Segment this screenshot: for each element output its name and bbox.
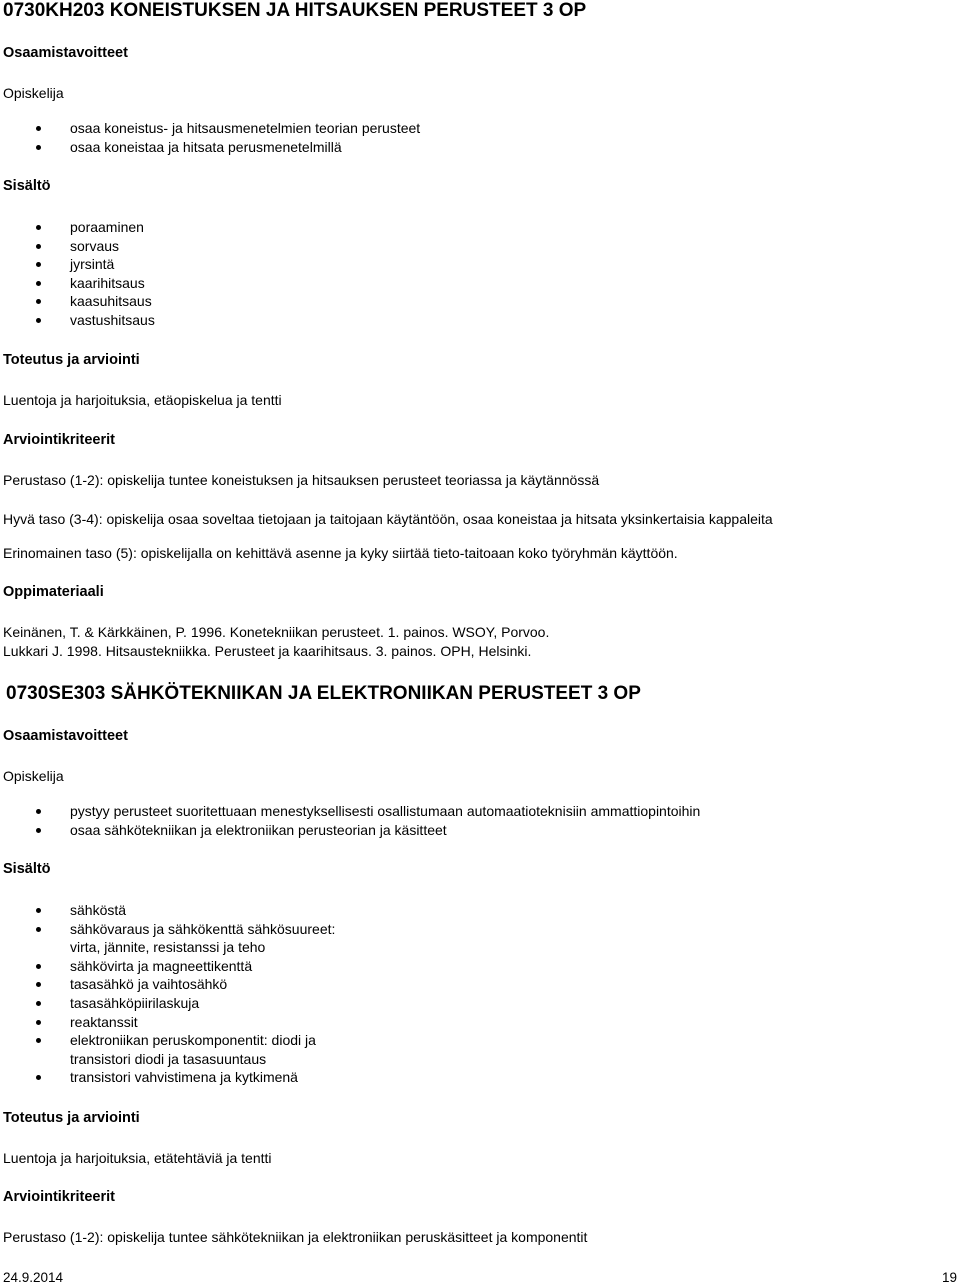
course2-impl-heading: Toteutus ja arviointi	[3, 1110, 140, 1126]
course2-content-list	[0, 901, 335, 1087]
list-item: sähkövaraus ja sähkökenttä sähkösuureet:	[0, 920, 335, 939]
course1-content-heading: Sisältö	[3, 178, 51, 194]
course1-criteria-basic: Perustaso (1-2): opiskelija tuntee koneistuksen ja hitsauksen perusteet teoriassa ja käytännössä	[3, 472, 600, 488]
course1-criteria-excellent: Erinomainen taso (5): opiskelijalla on kehittävä asenne ja kyky siirtää tieto-taitoaan koko työryhmän käyttöön.	[3, 545, 678, 561]
course2-goals-list	[0, 802, 700, 839]
course1-impl-text: Luentoja ja harjoituksia, etäopiskelua ja tentti	[3, 392, 282, 408]
course1-material-1: Keinänen, T. & Kärkkäinen, P. 1996. Konetekniikan perusteet. 1. painos. WSOY, Porvoo.	[3, 624, 550, 640]
course2-goals-heading: Osaamistavoitteet	[3, 728, 128, 744]
course2-criteria-heading: Arviointikriteerit	[3, 1189, 115, 1205]
list-item: osaa koneistaa ja hitsata perusmenetelmillä	[0, 138, 420, 157]
course1-impl-heading: Toteutus ja arviointi	[3, 352, 140, 368]
list-item: sorvaus	[0, 237, 155, 256]
course2-student-label: Opiskelija	[3, 768, 64, 784]
course1-material-2: Lukkari J. 1998. Hitsaustekniikka. Perusteet ja kaarihitsaus. 3. painos. OPH, Helsinki.	[3, 643, 532, 659]
list-item: tasasähköpiirilaskuja	[0, 994, 335, 1013]
course1-criteria-heading: Arviointikriteerit	[3, 432, 115, 448]
list-item: tasasähkö ja vaihtosähkö	[0, 975, 335, 994]
course1-content-list	[0, 218, 155, 330]
course1-goals-list	[0, 119, 420, 156]
list-item: reaktanssit	[0, 1013, 335, 1032]
list-item: elektroniikan peruskomponentit: diodi ja	[0, 1031, 335, 1050]
list-item: osaa sähkötekniikan ja elektroniikan perusteorian ja käsitteet	[0, 821, 700, 840]
list-item: transistori vahvistimena ja kytkimenä	[0, 1068, 335, 1087]
course2-criteria-basic: Perustaso (1-2): opiskelija tuntee sähkötekniikan ja elektroniikan peruskäsitteet ja komponentit	[3, 1229, 588, 1245]
course1-criteria-good: Hyvä taso (3-4): opiskelija osaa soveltaa tietojaan ja taitojaan käytäntöön, osaa koneistaa ja hitsata yksinkertaisia kappaleita	[3, 511, 773, 527]
list-item: vastushitsaus	[0, 311, 155, 330]
list-item: pystyy perusteet suoritettuaan menestyksellisesti osallistumaan automaatioteknisiin ammattiopintoihin	[0, 802, 700, 821]
course2-content-heading: Sisältö	[3, 861, 51, 877]
list-item: sähköstä	[0, 901, 335, 920]
list-item: poraaminen	[0, 218, 155, 237]
course1-student-label: Opiskelija	[3, 85, 64, 101]
list-item: kaarihitsaus	[0, 274, 155, 293]
course1-goals-heading: Osaamistavoitteet	[3, 45, 128, 61]
course2-title: 0730SE303 SÄHKÖTEKNIIKAN JA ELEKTRONIIKAN PERUSTEET 3 OP	[6, 683, 641, 704]
list-item-continuation: transistori diodi ja tasasuuntaus	[70, 1050, 267, 1067]
list-item-continuation: virta, jännite, resistanssi ja teho	[70, 939, 266, 956]
footer-date: 24.9.2014	[3, 1270, 64, 1285]
list-item: kaasuhitsaus	[0, 292, 155, 311]
list-item: osaa koneistus- ja hitsausmenetelmien teorian perusteet	[0, 119, 420, 138]
course2-impl-text: Luentoja ja harjoituksia, etätehtäviä ja tentti	[3, 1150, 272, 1166]
footer-page-number: 19	[941, 1270, 957, 1285]
list-item: sähkövirta ja magneettikenttä	[0, 957, 335, 976]
course1-materials-heading: Oppimateriaali	[3, 584, 104, 600]
list-item: jyrsintä	[0, 255, 155, 274]
course1-title: 0730KH203 KONEISTUKSEN JA HITSAUKSEN PERUSTEET 3 OP	[3, 0, 587, 21]
